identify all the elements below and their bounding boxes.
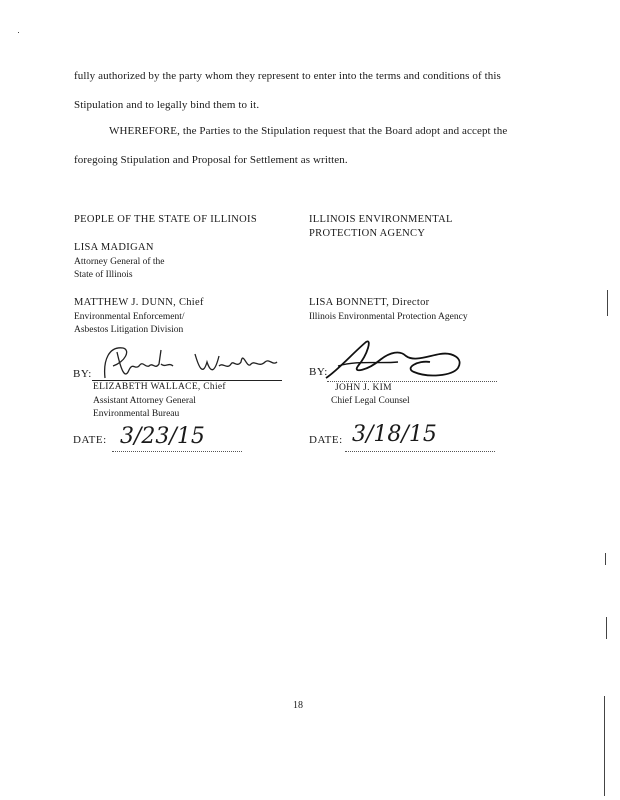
right-signatory-title: Chief Legal Counsel [331, 396, 410, 406]
body-line-2: Stipulation and to legally bind them to it. [74, 99, 260, 111]
chief-name: MATTHEW J. DUNN, Chief [74, 297, 204, 308]
director-name: LISA BONNETT, Director [309, 297, 430, 308]
kim-signature [318, 336, 466, 384]
attorney-general-title-2: State of Illinois [74, 270, 133, 280]
page-number: 18 [293, 700, 303, 711]
chief-title-2: Asbestos Litigation Division [74, 325, 184, 335]
body-line-3: WHEREFORE, the Parties to the Stipulation request that the Board adopt and accept the [109, 125, 508, 137]
right-party-heading-1: ILLINOIS ENVIRONMENTAL [309, 214, 453, 225]
left-date-line [112, 450, 242, 452]
scan-speck [18, 32, 19, 33]
right-by-label: BY: [309, 366, 328, 378]
scan-edge-mark [604, 696, 605, 796]
attorney-general-name: LISA MADIGAN [74, 242, 154, 253]
right-date-value: 3/18/15 [352, 422, 437, 447]
scan-edge-mark [607, 290, 608, 316]
left-signatory-title-2: Environmental Bureau [93, 409, 180, 419]
left-date-label: DATE: [73, 434, 107, 446]
right-party-heading-2: PROTECTION AGENCY [309, 228, 426, 239]
scan-edge-mark [605, 553, 606, 565]
scan-edge-mark [606, 617, 607, 639]
left-signatory-title-1: Assistant Attorney General [93, 396, 196, 406]
right-signatory-name: JOHN J. KIM [335, 383, 392, 393]
attorney-general-title-1: Attorney General of the [74, 257, 165, 267]
body-line-1: fully authorized by the party whom they represent to enter into the terms and conditions of this [74, 70, 501, 82]
right-date-label: DATE: [309, 434, 343, 446]
left-signatory-name: ELIZABETH WALLACE, Chief [93, 382, 226, 392]
body-line-4: foregoing Stipulation and Proposal for Settlement as written. [74, 154, 348, 166]
director-title: Illinois Environmental Protection Agency [309, 312, 468, 322]
chief-title-1: Environmental Enforcement/ [74, 312, 185, 322]
wallace-signature [95, 340, 280, 385]
left-by-label: BY: [73, 368, 92, 380]
left-date-value: 3/23/15 [120, 424, 205, 449]
right-date-line [345, 450, 495, 452]
left-party-heading: PEOPLE OF THE STATE OF ILLINOIS [74, 214, 257, 225]
